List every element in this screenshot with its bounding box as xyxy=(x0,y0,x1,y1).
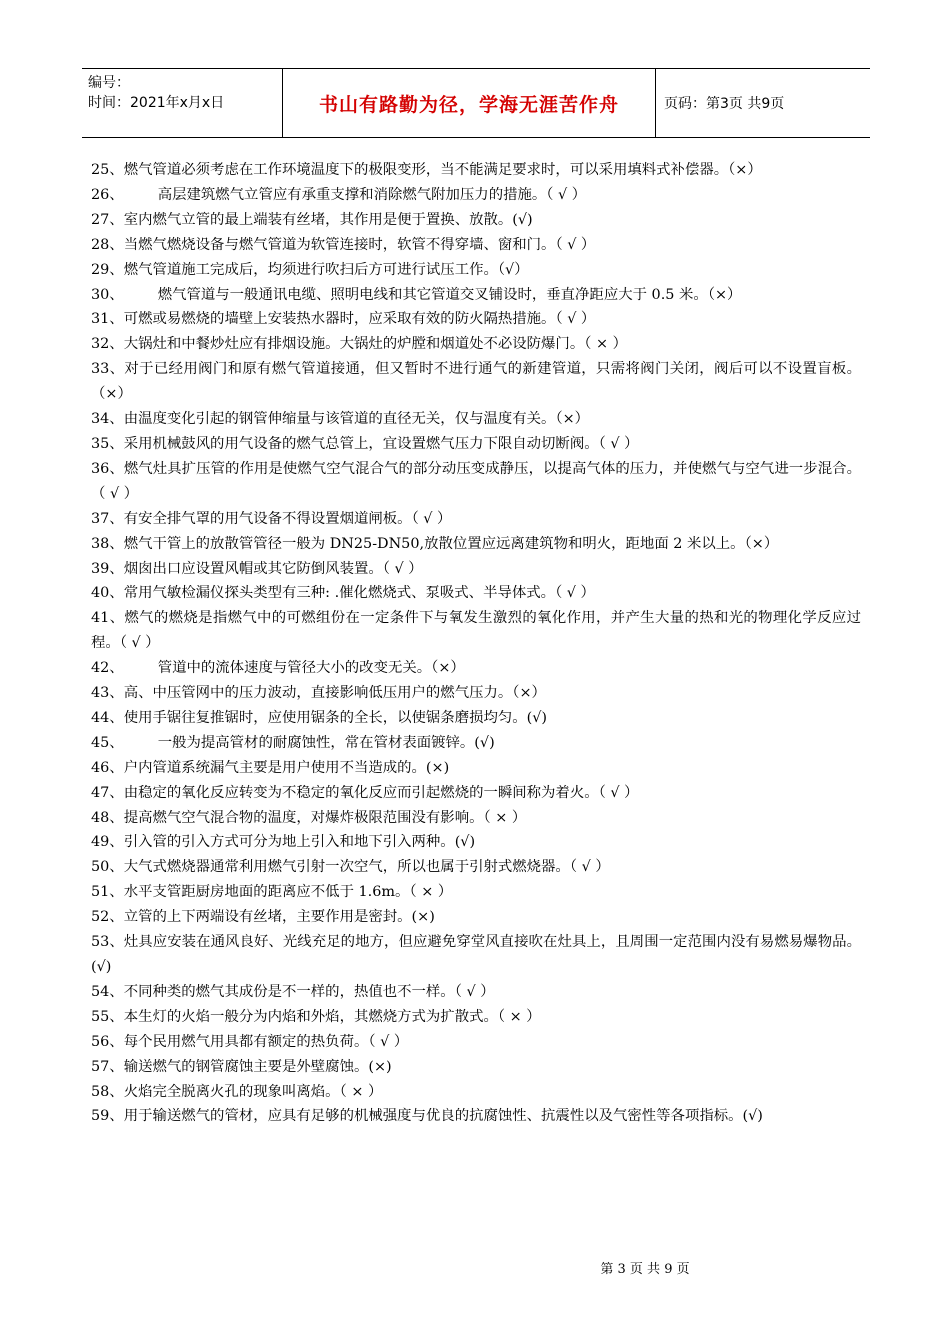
item-number: 40、 xyxy=(91,585,124,602)
list-item xyxy=(91,656,861,681)
list-item xyxy=(91,332,861,357)
item-text: 燃气管道必须考虑在工作环境温度下的极限变形，当不能满足要求时，可以采用填料式补偿器。（×） xyxy=(123,162,762,178)
item-number: 41、 xyxy=(91,610,125,627)
item-text: 烟囱出口应设置风帽或其它防倒风装置。（ √ ） xyxy=(123,560,423,577)
page-header xyxy=(82,68,870,138)
item-text: 有安全排气罩的用气设备不得设置烟道闸板。（ √ ） xyxy=(123,510,452,527)
header-motto: 书山有路勤为径，学海无涯苦作舟 xyxy=(283,69,656,137)
item-text: 不同种类的燃气其成份是不一样的，热值也不一样。（ √ ） xyxy=(123,983,495,1000)
item-text: 使用手锯往复推锯时，应使用锯条的全长，以使锯条磨损均匀。(√) xyxy=(123,709,548,726)
item-text: 高、中压管网中的压力波动，直接影响低压用户的燃气压力。（×） xyxy=(123,685,546,702)
item-number: 47、 xyxy=(91,784,124,801)
item-number: 58、 xyxy=(91,1083,124,1100)
list-item xyxy=(91,930,861,980)
list-item xyxy=(91,432,861,457)
item-number: 36、 xyxy=(91,460,124,477)
item-number: 27、 xyxy=(91,211,124,228)
item-number: 31、 xyxy=(91,311,124,328)
item-number: 39、 xyxy=(91,560,124,577)
item-text: 提高燃气空气混合物的温度，对爆炸极限范围没有影响。（ × ） xyxy=(123,809,527,826)
item-number: 28、 xyxy=(91,236,124,253)
list-item xyxy=(91,1055,861,1080)
list-item xyxy=(91,208,861,233)
item-text: 常用气敏检漏仪探头类型有三种: .催化燃烧式、泵吸式、半导体式。（ √ ） xyxy=(123,585,595,602)
item-number: 25、 xyxy=(91,162,124,178)
list-item xyxy=(91,1080,861,1105)
item-text: 由稳定的氧化反应转变为不稳定的氧化反应而引起燃烧的一瞬间称为着火。（ √ ） xyxy=(123,784,639,801)
item-number: 55、 xyxy=(91,1008,124,1025)
item-text: 管道中的流体速度与管径大小的改变无关。（×） xyxy=(157,660,465,677)
item-number: 35、 xyxy=(91,435,124,452)
item-number: 45、 xyxy=(91,734,124,751)
list-item xyxy=(91,407,861,432)
item-text: 对于已经用阀门和原有燃气管道接通，但又暂时不进行通气的新建管道，只需将阀门关闭，阀后可以不设置盲板。（×） xyxy=(91,361,861,403)
list-item xyxy=(91,606,861,656)
item-number: 59、 xyxy=(91,1108,124,1125)
list-item xyxy=(91,681,861,706)
item-number: 48、 xyxy=(91,809,124,826)
item-number: 33、 xyxy=(91,361,125,378)
time-label: 时间：2021年x月x日 xyxy=(88,95,225,111)
list-item xyxy=(91,1030,861,1055)
item-text: 燃气灶具扩压管的作用是使燃气空气混合气的部分动压变成静压，以提高气体的压力，并使燃气与空气进一步混合。（ √ ） xyxy=(91,460,861,502)
list-item xyxy=(91,233,861,258)
item-number: 52、 xyxy=(91,909,124,926)
code-label: 编号： xyxy=(88,75,130,91)
list-item xyxy=(91,980,861,1005)
item-text: 燃气管道与一般通讯电缆、照明电线和其它管道交叉铺设时，垂直净距应大于 0.5 米。（×） xyxy=(157,286,742,303)
item-text: 高层建筑燃气立管应有承重支撑和消除燃气附加压力的措施。（ √ ） xyxy=(157,186,587,203)
item-text: 本生灯的火焰一般分为内焰和外焰，其燃烧方式为扩散式。（ × ） xyxy=(123,1008,541,1025)
item-text: 可燃或易燃烧的墙壁上安装热水器时，应采取有效的防火隔热措施。（ √ ） xyxy=(123,311,596,328)
item-number: 34、 xyxy=(91,411,124,428)
page-footer xyxy=(0,1258,950,1277)
item-number: 30、 xyxy=(91,286,124,303)
list-item xyxy=(91,258,861,283)
item-number: 42、 xyxy=(91,660,124,677)
list-item xyxy=(91,855,861,880)
footer-page-number: 第 3 页 共 9 页 xyxy=(600,1262,690,1277)
header-meta xyxy=(82,69,283,137)
item-number: 53、 xyxy=(91,934,124,951)
list-item xyxy=(91,557,861,582)
item-number: 56、 xyxy=(91,1033,124,1050)
item-text: 大锅灶和中餐炒灶应有排烟设施。大锅灶的炉膛和烟道处不必设防爆门。（ × ） xyxy=(123,336,627,353)
item-text: 燃气的燃烧是指燃气中的可燃组份在一定条件下与氧发生激烈的氧化作用，并产生大量的热和光的物理化学反应过程。（ √ ） xyxy=(91,610,861,652)
list-item xyxy=(91,158,861,183)
item-number: 46、 xyxy=(91,759,124,776)
list-item xyxy=(91,706,861,731)
item-text: 引入管的引入方式可分为地上引入和地下引入两种。(√) xyxy=(123,834,476,851)
list-item xyxy=(91,283,861,308)
item-text: 室内燃气立管的最上端装有丝堵，其作用是便于置换、放散。(√) xyxy=(123,211,533,228)
item-number: 51、 xyxy=(91,884,124,901)
question-list xyxy=(91,158,861,1129)
item-text: 由温度变化引起的钢管伸缩量与该管道的直径无关，仅与温度有关。（×） xyxy=(123,411,590,428)
item-text: 用于输送燃气的管材，应具有足够的机械强度与优良的抗腐蚀性、抗震性以及气密性等各项指标。(√) xyxy=(123,1108,763,1125)
item-text: 灶具应安装在通风良好、光线充足的地方，但应避免穿堂风直接吹在灶具上，且周围一定范围内没有易燃易爆物品。(√) xyxy=(91,934,861,975)
list-item xyxy=(91,806,861,831)
item-text: 水平支管距厨房地面的距离应不低于 1.6m。（ × ） xyxy=(123,884,453,901)
item-text: 大气式燃烧器通常利用燃气引射一次空气，所以也属于引射式燃烧器。（ √ ） xyxy=(123,859,610,876)
item-number: 32、 xyxy=(91,336,124,353)
list-item xyxy=(91,532,861,557)
item-text: 燃气管道施工完成后，均须进行吹扫后方可进行试压工作。（√） xyxy=(123,261,529,278)
item-text: 立管的上下两端设有丝堵，主要作用是密封。(×) xyxy=(123,909,435,926)
list-item xyxy=(91,830,861,855)
list-item xyxy=(91,756,861,781)
list-item xyxy=(91,307,861,332)
item-text: 一般为提高管材的耐腐蚀性，常在管材表面镀锌。(√) xyxy=(157,734,495,751)
item-text: 火焰完全脱离火孔的现象叫离焰。（ × ） xyxy=(123,1083,383,1100)
item-number: 43、 xyxy=(91,685,124,702)
item-number: 57、 xyxy=(91,1058,124,1075)
list-item xyxy=(91,731,861,756)
header-page-label: 页码：第3页 共9页 xyxy=(664,96,785,112)
list-item xyxy=(91,1104,861,1129)
item-number: 26、 xyxy=(91,186,124,203)
item-text: 每个民用燃气用具都有额定的热负荷。（ √ ） xyxy=(123,1033,409,1050)
list-item xyxy=(91,1005,861,1030)
item-text: 采用机械鼓风的用气设备的燃气总管上，宜设置燃气压力下限自动切断阀。（ √ ） xyxy=(123,435,639,452)
list-item xyxy=(91,183,861,208)
item-number: 29、 xyxy=(91,261,124,278)
item-text: 户内管道系统漏气主要是用户使用不当造成的。(×) xyxy=(123,759,450,776)
item-number: 50、 xyxy=(91,859,124,876)
item-number: 49、 xyxy=(91,834,124,851)
item-text: 燃气干管上的放散管管径一般为 DN25-DN50,放散位置应远离建筑物和明火，距地面 2 米以上。（×） xyxy=(123,535,779,552)
item-text: 当燃气燃烧设备与燃气管道为软管连接时，软管不得穿墙、窗和门。（ √ ） xyxy=(123,236,596,253)
item-number: 38、 xyxy=(91,535,124,552)
list-item xyxy=(91,507,861,532)
item-text: 输送燃气的钢管腐蚀主要是外壁腐蚀。(×) xyxy=(123,1058,392,1075)
item-number: 37、 xyxy=(91,510,124,527)
item-number: 44、 xyxy=(91,709,124,726)
list-item xyxy=(91,905,861,930)
list-item xyxy=(91,781,861,806)
list-item xyxy=(91,581,861,606)
list-item xyxy=(91,357,861,407)
item-number: 54、 xyxy=(91,983,124,1000)
list-item xyxy=(91,457,861,507)
list-item xyxy=(91,880,861,905)
